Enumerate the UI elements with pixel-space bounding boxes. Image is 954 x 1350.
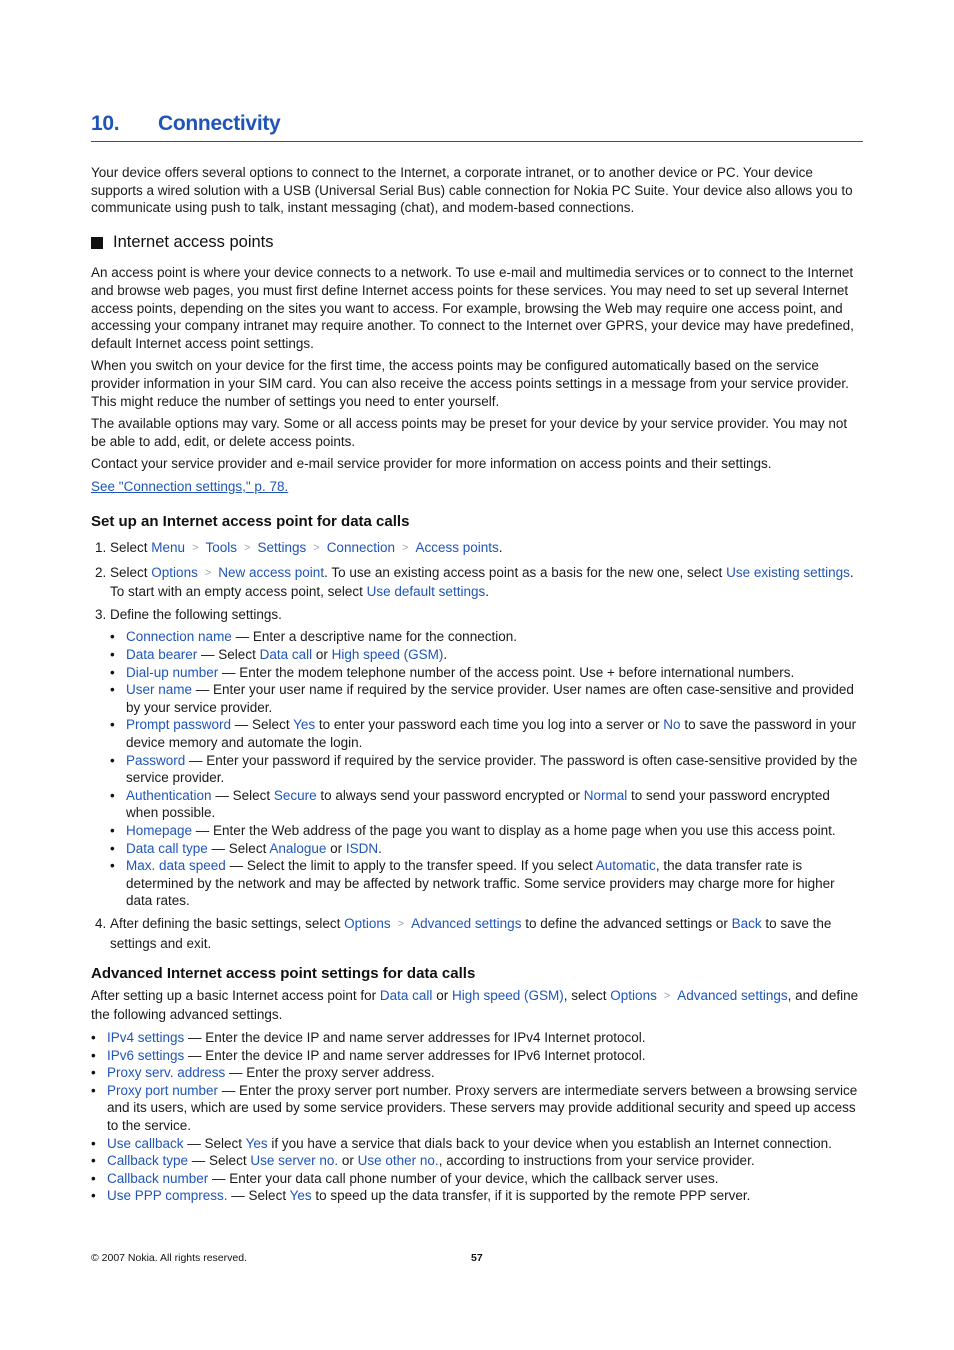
keyword: No: [663, 717, 681, 733]
item-text: if you have a service that dials back to your device when you establish an Internet connection.: [267, 1135, 832, 1151]
setup-steps: [91, 539, 863, 952]
intro-paragraph: Your device offers several options to connect to the Internet, a corporate intranet, or to another device or PC. Your device supports a wired solution with a USB (Universal Serial Bus) cable connection for Nokia PC Suite. Your device also allows you to communicate using push to talk, instant messaging (chat), and modem-based connections.: [91, 165, 853, 216]
item-text: — Enter the proxy server port number. Proxy servers are intermediate servers between a browsing service and its users, which are used by some service providers. These servers may provide additional security and speed up access to the service.: [107, 1082, 858, 1133]
chevron-right-icon: >: [402, 542, 409, 555]
keyword: IPv6 settings: [107, 1047, 185, 1063]
keyword: Use existing settings: [726, 564, 850, 580]
keyword: Authentication: [126, 787, 212, 803]
para-text: , and define the following advanced settings.: [91, 987, 859, 1023]
item-text: — Enter the proxy server address.: [225, 1065, 435, 1081]
keyword: Secure: [273, 787, 317, 803]
item-text: to save the password in your device memory and automate the login.: [126, 717, 857, 751]
item-text: — Enter the modem telephone number of the access point. Use + before international numbers.: [218, 664, 795, 680]
connection-settings-link[interactable]: See "Connection settings," p. 78.: [91, 478, 289, 494]
para-text: After setting up a basic Internet access point for: [91, 987, 380, 1003]
item-text: — Select: [231, 717, 294, 733]
item-text: — Select: [188, 1153, 251, 1169]
list-item: [91, 1064, 863, 1082]
keyword: IPv4 settings: [107, 1029, 185, 1045]
keyword: Use server no.: [250, 1153, 339, 1169]
list-item: [91, 1047, 863, 1065]
step-text: . To use an existing access point as a basis for the new one, select: [324, 564, 723, 580]
step-text: .: [485, 584, 489, 600]
item-text: — Select: [197, 647, 260, 663]
list-item: [110, 857, 863, 910]
keyword: Normal: [583, 787, 628, 803]
step-text: Select: [110, 564, 148, 580]
list-item: [91, 1029, 863, 1047]
keyword: Use other no.: [357, 1153, 439, 1169]
paragraph: [91, 987, 863, 1024]
item-text: — Enter your data call phone number of your device, which the callback server uses.: [208, 1170, 719, 1186]
item-text: .: [378, 840, 382, 856]
para-text: , select: [563, 987, 607, 1003]
keyword: Callback type: [107, 1153, 189, 1169]
menu-path-options: Options: [344, 915, 391, 931]
list-item: [110, 752, 863, 787]
menu-path-new-access-point: New access point: [218, 564, 325, 580]
list-item: [91, 1187, 863, 1205]
chevron-right-icon: >: [663, 989, 671, 1002]
step-4: [110, 915, 863, 952]
chapter-number: 10.: [91, 112, 120, 135]
item-text: or: [312, 647, 332, 663]
step-text: to define the advanced settings or: [521, 915, 732, 931]
keyword: Data bearer: [126, 647, 198, 663]
step-text: .: [498, 540, 503, 556]
keyword: Use default settings: [366, 584, 486, 600]
list-item: [91, 1170, 863, 1188]
list-item: [110, 681, 863, 716]
keyword: Back: [731, 915, 762, 931]
keyword: Password: [126, 752, 186, 768]
keyword: Data call type: [126, 840, 208, 856]
page-content: [91, 110, 863, 1205]
item-text: — Select: [227, 1188, 290, 1204]
square-bullet-icon: [91, 237, 103, 249]
menu-path-connection: Connection: [326, 540, 395, 556]
chapter-heading: [91, 110, 863, 142]
chapter-title: Connectivity: [158, 112, 281, 135]
step-text: Define the following settings.: [110, 606, 282, 622]
item-text: — Enter your user name if required by the service provider. User names are often case-sensitive and provided by your service provider.: [126, 682, 854, 715]
chevron-right-icon: >: [192, 542, 199, 555]
keyword: Yes: [289, 1188, 312, 1204]
list-item: [110, 822, 863, 840]
menu-path-options: Options: [151, 564, 198, 580]
menu-path-advanced-settings: Advanced settings: [411, 915, 522, 931]
keyword: Proxy port number: [107, 1082, 219, 1098]
menu-path-access-points: Access points: [415, 540, 499, 556]
keyword: Automatic: [595, 858, 656, 874]
item-text: — Select the limit to apply to the transfer speed. If you select: [225, 858, 596, 874]
step-text: Select: [110, 540, 148, 556]
keyword: ISDN: [345, 840, 379, 856]
keyword: Connection name: [126, 629, 232, 645]
copyright-text: © 2007 Nokia. All rights reserved.: [91, 1252, 247, 1264]
step-text: to save the settings and exit.: [110, 915, 832, 951]
step-text: . To start with an empty access point, select: [110, 564, 854, 600]
step-1: [110, 539, 863, 559]
item-text: or: [326, 840, 346, 856]
step-2: [110, 564, 863, 601]
chevron-right-icon: >: [244, 542, 251, 555]
list-item: [110, 646, 863, 664]
page-number: 57: [471, 1252, 483, 1264]
list-item: [91, 1152, 863, 1170]
keyword: User name: [126, 682, 193, 698]
keyword: Yes: [245, 1135, 268, 1151]
paragraph: The available options may vary. Some or all access points may be preset for your device by your service provider. You may not be able to add, edit, or delete access points.: [91, 416, 848, 449]
item-text: — Enter the Web address of the page you want to display as a home page when you use this access point.: [192, 823, 836, 838]
item-text: to send your password encrypted when possible.: [126, 787, 830, 821]
item-text: , according to instructions from your service provider.: [438, 1153, 755, 1169]
item-text: — Select: [183, 1135, 246, 1151]
para-text: or: [432, 987, 452, 1003]
keyword: Use PPP compress.: [107, 1188, 228, 1204]
keyword: Max. data speed: [126, 858, 226, 874]
keyword: Proxy serv. address: [107, 1065, 226, 1081]
keyword: High speed (GSM): [451, 987, 564, 1003]
list-item: [91, 1082, 863, 1135]
step-text: After defining the basic settings, select: [110, 915, 341, 931]
item-text: — Enter the device IP and name server addresses for IPv4 Internet protocol.: [184, 1029, 646, 1045]
keyword: Data call: [379, 987, 433, 1003]
chevron-right-icon: >: [313, 542, 320, 555]
item-text: to enter your password each time you log into a server or: [315, 717, 664, 733]
section-heading-access-points: [91, 234, 863, 252]
list-item: [110, 787, 863, 822]
step-3: [110, 606, 863, 910]
item-text: — Select: [207, 840, 270, 856]
paragraph: Contact your service provider and e-mail service provider for more information on access points and their settings.: [91, 456, 772, 472]
list-item: [110, 664, 863, 682]
section-heading-text: Internet access points: [113, 232, 274, 251]
menu-path-tools: Tools: [205, 540, 238, 556]
menu-path-menu: Menu: [151, 540, 186, 556]
paragraph: An access point is where your device connects to a network. To use e-mail and multimedia services or to connect to the Internet and browse web pages, you must first define Internet access points for these services. You may need to set up several Internet access points, depending on the sites you want to access. For example, browsing the Web may require one access point, and accessing your company intranet may require another. To connect to the Internet over GPRS, your device may have predefined, default Internet access point settings.: [91, 265, 854, 351]
item-text: — Enter your password if required by the service provider. The password is often case-sensitive provided by the service provider.: [126, 752, 858, 786]
paragraph: When you switch on your device for the first time, the access points may be configured automatically based on the service provider information in your SIM card. You can also receive the access points settings in a message from your service provider. This might reduce the number of settings you need to enter yourself.: [91, 358, 849, 409]
item-text: to speed up the data transfer, if it is supported by the remote PPP server.: [311, 1188, 751, 1204]
item-text: — Enter the device IP and name server addresses for IPv6 Internet protocol.: [184, 1047, 646, 1063]
item-text: or: [338, 1153, 358, 1169]
subsection-heading-advanced: Advanced Internet access point settings for data calls: [91, 965, 476, 983]
keyword: Yes: [293, 717, 316, 733]
menu-path-options: Options: [610, 987, 657, 1003]
keyword: Use callback: [107, 1135, 184, 1151]
keyword: Callback number: [107, 1170, 209, 1186]
list-item: [110, 628, 863, 646]
item-text: , the data transfer rate is determined by the network and may be affected by network traffic. Some service providers may charge more for higher data rates.: [126, 858, 835, 909]
page-footer: [91, 1250, 863, 1268]
settings-list: [110, 628, 863, 910]
list-item: [91, 1135, 863, 1153]
subsection-heading-setup: Set up an Internet access point for data calls: [91, 512, 410, 530]
menu-path-advanced-settings: Advanced settings: [677, 987, 788, 1003]
list-item: [110, 716, 863, 751]
keyword: Prompt password: [126, 717, 232, 733]
keyword: Data call: [259, 647, 313, 663]
item-text: — Enter a descriptive name for the connection.: [231, 629, 517, 645]
chevron-right-icon: >: [397, 917, 405, 930]
chevron-right-icon: >: [204, 566, 212, 579]
item-text: to always send your password encrypted or: [316, 787, 584, 803]
keyword: Dial-up number: [126, 664, 219, 680]
advanced-settings-list: [91, 1029, 863, 1205]
item-text: — Select: [211, 787, 274, 803]
keyword: Analogue: [269, 840, 327, 856]
keyword: High speed (GSM): [331, 647, 444, 663]
keyword: Homepage: [126, 823, 193, 838]
item-text: .: [443, 647, 448, 663]
list-item: [110, 840, 863, 858]
menu-path-settings: Settings: [257, 540, 307, 556]
